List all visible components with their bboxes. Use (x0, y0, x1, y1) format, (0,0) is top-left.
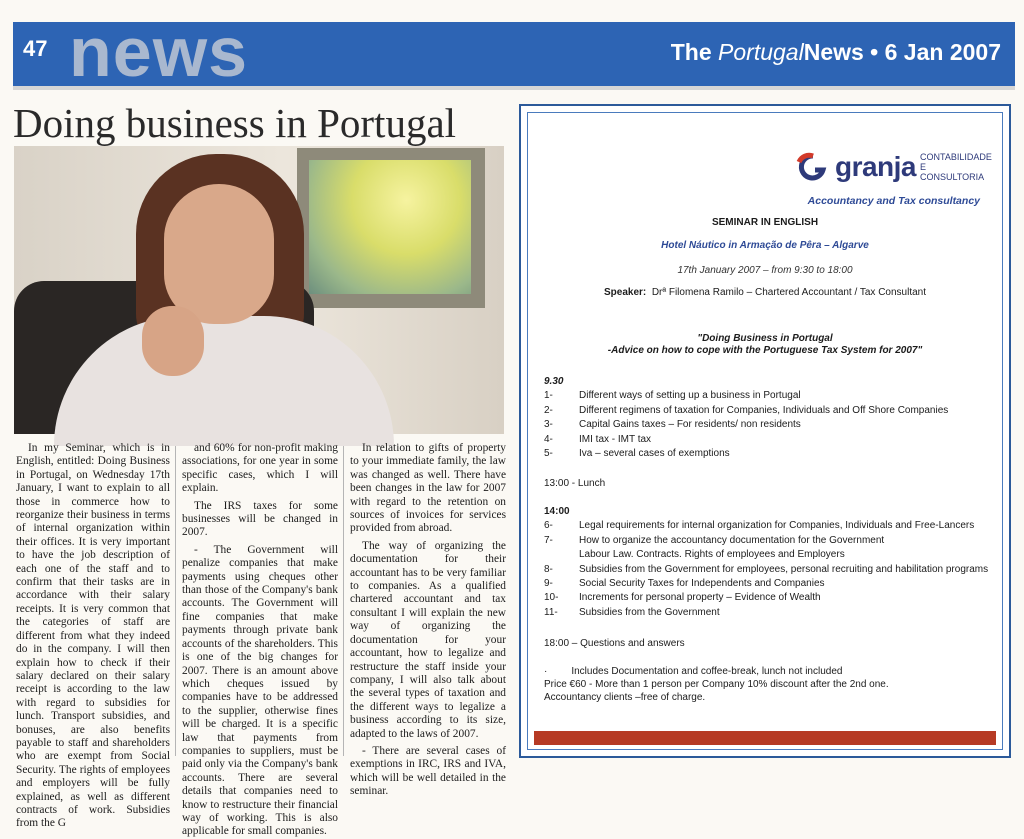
seminar-advertisement (519, 104, 1011, 758)
program-item: 3- Capital Gains taxes – For residents/ non residents (544, 419, 801, 431)
seminar-title (528, 333, 1002, 357)
clients-line: Accountancy clients –free of charge. (544, 692, 706, 703)
program-item: 1- Different ways of setting up a business in Portugal (544, 390, 801, 402)
masthead-date: • 6 Jan 2007 (863, 39, 1001, 65)
column-divider (175, 446, 176, 756)
morning-time: 9.30 (544, 376, 564, 387)
program-item: 5- Iva – several cases of exemptions (544, 448, 730, 460)
logo-wordmark: granja (834, 151, 916, 182)
article-headline: Doing business in Portugal (13, 100, 457, 146)
program-item: 8- Subsidies from the Government for employees, personal recruiting and habilitation programs (544, 563, 989, 575)
article-column-3 (350, 442, 506, 798)
program-item: 9- Social Security Taxes for Independents and Companies (544, 578, 825, 590)
seminar-title-line-1: "Doing Business in Portugal (697, 333, 833, 344)
masthead (671, 39, 1001, 66)
article-paragraph: In my Seminar, which is in English, entitled: Doing Business in Portugal, on Wednesday 17th January, I want to explain to all those in commerce how to reorganize their business in terms of internal organization within their offices. It is very important to have the job description of each one of the staff and to confirm that their tasks are in accordance with their salary receipts. It is very common that the categories of staff are different from what they indeed do in the company. I will then explain how to check if their salary declared on their salary receipt is according to the law with regard to subsidies for lunch. Transport subsidies, and bonuses, are also benefits payable to staff and shareholders who are exempt from Social Security. The rights of employees and employers will be fully explained, as well as different contracts of work. Subsidies from the G (16, 442, 170, 830)
program-item: 11- Subsidies from the Government (544, 606, 720, 618)
consultancy-line: Accountancy and Tax consultancy (807, 195, 980, 207)
article-paragraph: In relation to gifts of property to your immediate family, the law was changed as well. There have been changes in the law for 2007 with regard to the retention on sources of invoices for services provided from abroad. (350, 442, 506, 535)
seminar-venue: Hotel Náutico in Armação de Pêra – Algarve (661, 240, 869, 251)
afternoon-time: 14:00 (544, 506, 570, 517)
masthead-news: News (803, 39, 864, 65)
article-column-1 (16, 442, 170, 830)
program-item: 7- How to organize the accountancy documentation for the Government (544, 534, 885, 546)
speaker-name: Drª Filomena Ramilo – Chartered Accountant / Tax Consultant (651, 287, 927, 298)
lunch-break: 13:00 - Lunch (544, 478, 606, 489)
logo-tagline: CONTABILIDADE E CONSULTORIA (920, 152, 992, 182)
wall-painting (297, 148, 485, 308)
article-paragraph: The IRS taxes for some businesses will be changed in 2007. (182, 499, 338, 539)
masthead-the: The (670, 39, 719, 65)
portrait-hand (142, 306, 204, 376)
article-paragraph: The way of organizing the documentation for their accountant has to be very familiar to companies. As a qualified chartered accountant and tax consultant I will explain the new way of organizing the documentation for your accountant, how to legalize and restructure the staff inside your company, I will also talk about the several types of taxation and the different ways to legalize a business according to its size, adapted to the laws of 2007. (350, 539, 506, 740)
granja-logo (793, 151, 992, 183)
program-item: 10- Increments for personal property – Evidence of Wealth (544, 592, 821, 604)
seminar-title-line-2: -Advice on how to cope with the Portuguese Tax System for 2007" (607, 345, 923, 356)
program-item: 6- Legal requirements for internal organization for Companies, Individuals and Free-Lancers (544, 520, 975, 532)
questions-session: 18:00 – Questions and answers (544, 638, 685, 649)
section-title: news (69, 13, 249, 91)
program-item: 2- Different regimens of taxation for Companies, Individuals and Off Shore Companies (544, 404, 949, 416)
includes-line: · Includes Documentation and coffee-break, lunch not included (544, 666, 843, 677)
article-paragraph: - The Government will penalize companies that make payments using cheques other than those of the Company's bank accounts. The Government will fine companies that make payments through private bank accounts of the shareholders. This is one of the big changes for 2007. There is an amount above which cheques issued by companies have to be addressed to the supplier, otherwise fines will be charged. It is a specific law that payments from companies to suppliers, must be paid only via the Company's bank accounts. There are several details that companies need to know to restructure their financial way of working. This is also applicable for small companies. (182, 543, 338, 838)
article-paragraph: - There are several cases of exemptions in IRC, IRS and IVA, which will be well detailed in the seminar. (350, 744, 506, 798)
masthead-banner (13, 13, 1015, 91)
advertisement-frame (527, 112, 1003, 750)
price-line: Price €60 - More than 1 person per Company 10% discount after the 2nd one. (544, 679, 889, 690)
pricing-info (544, 665, 994, 704)
page-number: 47 (23, 36, 48, 61)
afternoon-program (544, 505, 994, 620)
article-paragraph: and 60% for non-profit making associations, for one year in some specific cases, which I will explain. (182, 442, 338, 495)
speaker-line (604, 287, 926, 298)
article-column-2 (182, 442, 338, 838)
program-item: 4- IMI tax - IMT tax (544, 433, 652, 445)
granja-logo-icon (793, 152, 833, 182)
seminar-date: 17th January 2007 – from 9:30 to 18:00 (677, 265, 853, 276)
morning-program (544, 375, 994, 461)
column-divider (343, 446, 344, 756)
seminar-heading: SEMINAR IN ENGLISH (711, 217, 819, 228)
portrait-face (164, 184, 274, 324)
advertisement-footer-bar (534, 731, 996, 745)
program-item: Labour Law. Contracts. Rights of employees and Employers (579, 549, 845, 561)
masthead-portugal: Portugal (718, 39, 804, 65)
author-photo (14, 146, 504, 434)
speaker-label: Speaker: (604, 287, 647, 298)
